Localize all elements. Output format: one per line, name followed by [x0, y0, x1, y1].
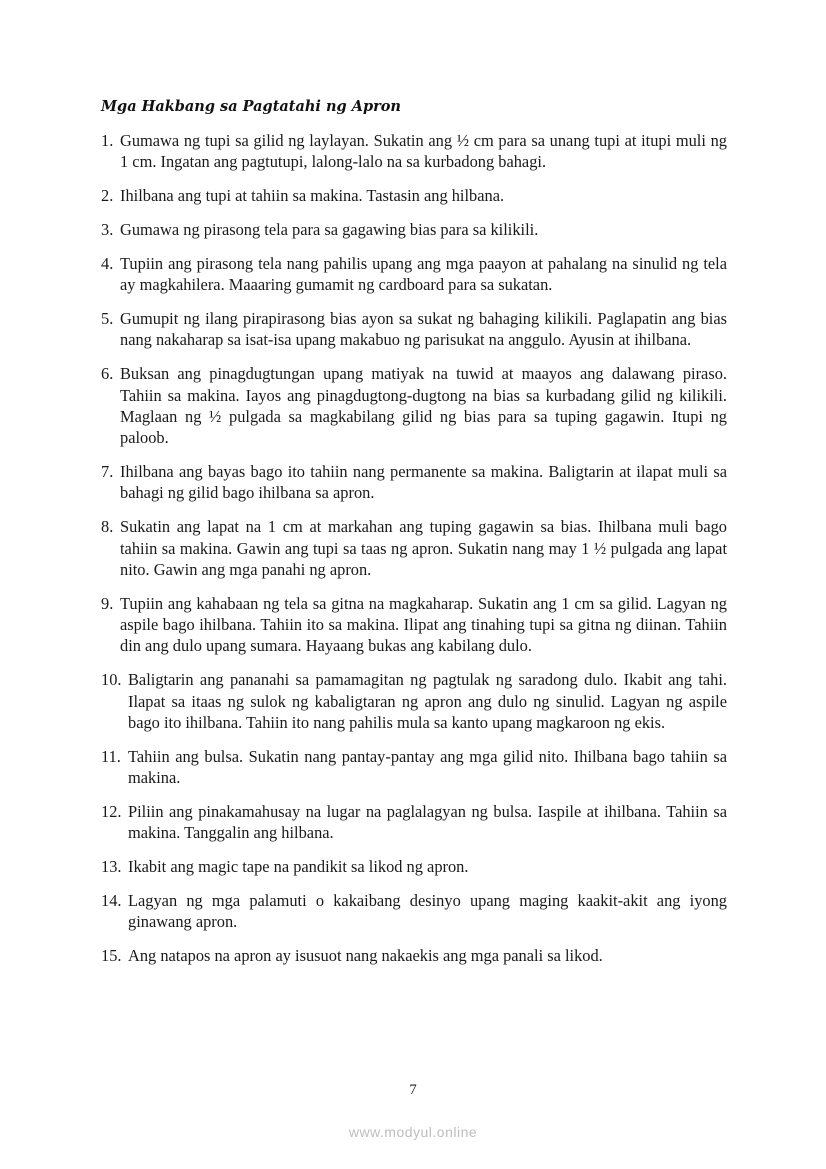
step-text: Gumawa ng tupi sa gilid ng laylayan. Sukatin ang ½ cm para sa unang tupi at itupi muli ng 1 cm. Ingatan ang pagtutupi, lalong-lalo na sa kurbadong bahagi.	[120, 131, 727, 172]
step-text: Tupiin ang pirasong tela nang pahilis upang ang mga paayon at pahalang na sinulid ng tela ay magkahilera. Maaaring gumamit ng cardboard para sa sukatan.	[120, 253, 727, 295]
step-item	[101, 669, 727, 733]
step-text: Tupiin ang kahabaan ng tela sa gitna na magkaharap. Sukatin ang 1 cm sa gilid. Lagyan ng aspile bago ihilbana. Tahiin ito sa makina. Ilipat ang tinahing tupi sa gitna ng diinan. Tahiin din ang dulo upang sumara. Hayaang bukas ang kabilang dulo.	[120, 593, 727, 656]
step-item	[101, 746, 727, 789]
step-item	[101, 185, 727, 206]
step-text: Ang natapos na apron ay isusuot nang nakaekis ang mga panali sa likod.	[128, 946, 603, 966]
step-text: Gumawa ng pirasong tela para sa gagawing bias para sa kilikili.	[120, 220, 539, 240]
step-number: 2.	[101, 186, 114, 206]
step-number: 13.	[101, 857, 122, 877]
step-text: Lagyan ng mga palamuti o kakaibang desinyo upang maging kaakit-akit ang iyong ginawang apron.	[128, 891, 727, 932]
step-number: 3.	[101, 220, 114, 240]
step-item	[101, 890, 727, 933]
step-item	[101, 253, 727, 296]
step-item	[101, 593, 727, 657]
step-number: 5.	[101, 309, 114, 329]
step-item	[101, 945, 727, 966]
step-item	[101, 363, 727, 448]
step-text: Buksan ang pinagdugtungan upang matiyak na tuwid at maayos ang dalawang piraso. Tahiin sa makina. Iayos ang pinagdugtong-dugtong na bias sa kurbadang gilid ng kilikili. Maglaan ng ½ pulgada sa magkabilang gilid ng bias para sa tuping gagawin. Itupi ng paloob.	[120, 364, 727, 448]
step-item	[101, 308, 727, 351]
step-number: 9.	[101, 593, 114, 613]
step-item	[101, 130, 727, 173]
step-text: Ihilbana ang tupi at tahiin sa makina. Tastasin ang hilbana.	[120, 186, 505, 206]
step-number: 8.	[101, 517, 114, 537]
step-text: Gumupit ng ilang pirapirasong bias ayon sa sukat ng bahaging kilikili. Paglapatin ang bias nang nakaharap sa isat-isa upang makabuo ng parisukat na anggulo. Ayusin at ihilbana.	[120, 309, 727, 350]
step-number: 10.	[101, 670, 122, 690]
step-text: Ihilbana ang bayas bago ito tahiin nang permanente sa makina. Baligtarin at ilapat muli sa bahagi ng gilid bago ihilbana sa apron.	[120, 462, 727, 503]
step-number: 15.	[101, 946, 122, 966]
step-item	[101, 219, 727, 240]
step-item	[101, 856, 727, 877]
step-number: 14.	[101, 891, 122, 911]
step-number: 6.	[101, 364, 114, 384]
step-number: 4.	[101, 253, 114, 273]
step-text: Ikabit ang magic tape na pandikit sa likod ng apron.	[128, 857, 469, 877]
page-number: 7	[409, 1082, 417, 1098]
step-number: 11.	[101, 746, 121, 766]
steps-list	[101, 130, 727, 979]
step-text: Tahiin ang bulsa. Sukatin nang pantay-pantay ang mga gilid nito. Ihilbana bago tahiin sa makina.	[128, 746, 727, 788]
section-title: Mga Hakbang sa Pagtatahi ng Apron	[101, 98, 401, 115]
step-item	[101, 461, 727, 504]
watermark: www.modyul.online	[348, 1124, 478, 1140]
step-text: Piliin ang pinakamahusay na lugar na paglalagyan ng bulsa. Iaspile at ihilbana. Tahiin sa makina. Tanggalin ang hilbana.	[128, 801, 727, 843]
step-item	[101, 516, 727, 580]
step-item	[101, 801, 727, 844]
step-number: 12.	[101, 801, 122, 821]
step-text: Sukatin ang lapat na 1 cm at markahan ang tuping gagawin sa bias. Ihilbana muli bago tahiin sa makina. Gawin ang tupi sa taas ng apron. Sukatin nang may 1 ½ pulgada ang lapat nito. Gawin ang mga panahi ng apron.	[120, 517, 727, 579]
step-number: 7.	[101, 462, 114, 482]
step-text: Baligtarin ang pananahi sa pamamagitan ng pagtulak ng saradong dulo. Ikabit ang tahi. Ilapat sa itaas ng sulok ng kabaligtaran ng apron ang dulo ng sinulid. Lagyan ng aspile bago ito ihilbana. Tahiin ito nang pahilis mula sa kanto upang magkaroon ng ekis.	[128, 670, 727, 732]
step-number: 1.	[101, 131, 114, 150]
